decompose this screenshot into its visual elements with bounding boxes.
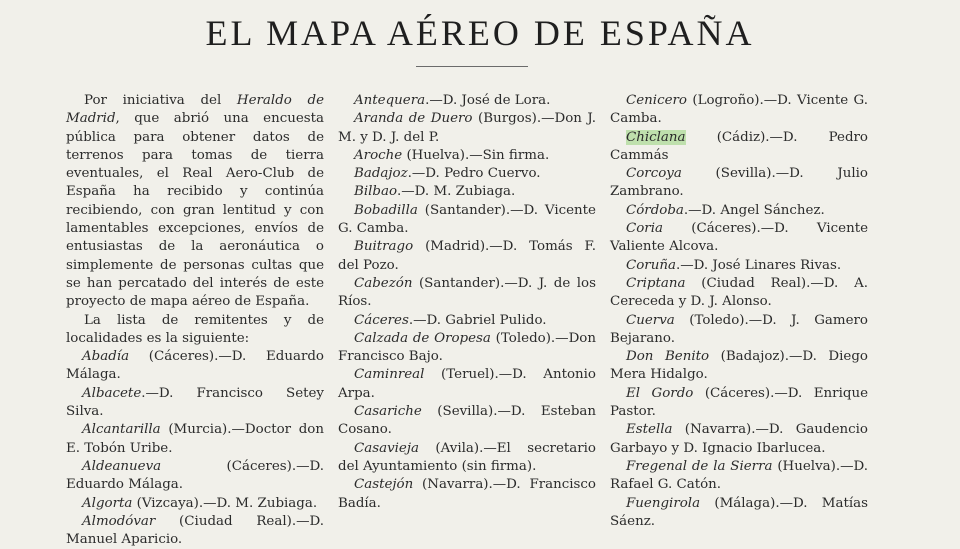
entry-text: (Ciudad Real).—D. Manuel Aparicio. [66, 513, 324, 548]
place-name: Badajoz [354, 166, 408, 182]
entry-text: (Navarra).—D. Francisco Badía. [338, 477, 596, 511]
list-item [338, 275, 596, 312]
entry-text: .—D. Pedro Cuervo. [407, 166, 541, 182]
list-item [338, 403, 596, 440]
list-item [66, 421, 324, 458]
entry-text: .—D. José Linares Rivas. [675, 257, 842, 273]
entry-text: (Toledo).—Don Francisco Bajo. [338, 330, 596, 365]
list-item [338, 312, 596, 330]
entry-text: (Huelva).—D. Rafael G. Catón. [610, 458, 868, 493]
place-name: El Gordo [626, 385, 694, 401]
place-name: Estella [626, 422, 673, 438]
list-item [610, 165, 868, 202]
newspaper-name: Heraldo de Madrid [66, 93, 324, 127]
place-name: Castejón [354, 477, 414, 493]
entry-text: (Murcia).—Doctor don E. Tobón Uribe. [66, 422, 324, 456]
list-item [610, 129, 868, 166]
place-name: Aroche [354, 147, 403, 163]
list-item [610, 458, 868, 495]
list-item [610, 421, 868, 458]
list-item [610, 348, 868, 385]
list-item [338, 476, 596, 513]
entry-text: (Santander).—D. Vicente G. Camba. [338, 202, 596, 237]
entry-text: (Huelva).—Sin firma. [402, 147, 550, 163]
list-item [66, 513, 324, 549]
entry-text: (Avila).—El secretario del Ayuntamiento (sin firma). [338, 440, 596, 474]
list-intro: La lista de remitentes y de localidades es la siguiente: [66, 312, 324, 346]
entry-text: (Navarra).—D. Gaudencio Garbayo y D. Ignacio Ibarlucea. [610, 422, 868, 456]
place-name: Buitrago [354, 239, 414, 255]
list-item [338, 238, 596, 275]
list-item [610, 202, 868, 220]
place-name: Cáceres [354, 312, 409, 328]
entry-text: .—D. M. Zubiaga. [397, 184, 516, 200]
entry-text: (Burgos).—Don J. M. y D. J. del P. [338, 111, 596, 145]
place-name: Fuengirola [626, 495, 701, 511]
place-name: Casariche [354, 404, 422, 420]
place-name: Coria [626, 221, 663, 237]
column-1 [66, 92, 324, 549]
entry-text: (Málaga).—D. Matías Sáenz. [610, 495, 868, 529]
entry-text: (Badajoz).—D. Diego Mera Hidalgo. [610, 349, 868, 383]
list-item [610, 275, 868, 312]
place-name: Antequera [354, 93, 426, 108]
list-item [610, 385, 868, 422]
list-item [338, 92, 596, 110]
entry-text: (Santander).—D. J. de los Ríos. [338, 275, 596, 310]
place-name: Cabezón [354, 275, 413, 291]
entry-text: (Sevilla).—D. Esteban Cosano. [338, 404, 596, 438]
list-item [610, 92, 868, 129]
place-name: Bobadilla [354, 202, 418, 218]
column-2 [338, 92, 596, 513]
list-item [610, 257, 868, 275]
page-title: EL MAPA AÉREO DE ESPAÑA [205, 13, 755, 53]
list-item [338, 147, 596, 165]
list-item [610, 220, 868, 257]
title-rule [416, 66, 528, 67]
entry-text: (Cáceres).—D. Eduardo Málaga. [66, 458, 324, 493]
place-name: Cenicero [626, 93, 687, 108]
place-name: Casavieja [354, 440, 419, 456]
list-item [338, 165, 596, 183]
intro-paragraph [66, 92, 324, 312]
place-name: Algorta [82, 495, 133, 511]
place-name: Alcantarilla [82, 422, 161, 438]
entry-text: (Cádiz).—D. Pedro Cammás [610, 129, 868, 163]
entry-text: (Cáceres).—D. Vicente Valiente Alcova. [610, 221, 868, 255]
place-name: Aranda de Duero [354, 111, 473, 127]
list-item [610, 495, 868, 532]
list-item [338, 183, 596, 201]
list-item [610, 312, 868, 349]
intro-text-after: , que abrió una encuesta pública para obtener datos de terrenos para tomas de tierra eventuales, el Real Aero-Club de España ha recibido y continúa recibiendo, con gran lentitud y con lamentables excepciones, envíos de entusiastas de la aeronáutica o simplemente de personas cultas que se han percatado del interés de este proyecto de mapa aéreo de España. [66, 111, 324, 310]
list-item [66, 495, 324, 513]
place-name: Almodóvar [82, 513, 156, 529]
entry-text: .—D. Angel Sánchez. [683, 202, 825, 218]
place-name: Corcoya [626, 166, 682, 182]
entry-text: (Cáceres).—D. Enrique Pastor. [610, 385, 868, 420]
column-3 [610, 92, 868, 531]
place-name: Abadía [82, 349, 130, 365]
entry-text: (Madrid).—D. Tomás F. del Pozo. [338, 239, 596, 273]
list-item [338, 202, 596, 239]
intro-text-before: Por iniciativa del [84, 93, 237, 108]
entry-list-col3 [610, 92, 868, 531]
place-name: Caminreal [354, 367, 425, 383]
place-name: Fregenal de la Sierra [626, 458, 773, 474]
list-item [338, 366, 596, 403]
list-item [66, 385, 324, 422]
list-item [338, 440, 596, 477]
list-item [66, 348, 324, 385]
entry-text: (Sevilla).—D. Julio Zambrano. [610, 166, 868, 200]
entry-text: .—D. Francisco Setey Silva. [66, 385, 324, 420]
place-name: Bilbao [354, 184, 398, 200]
place-name: Calzada de Oropesa [354, 330, 491, 346]
place-name: Criptana [626, 275, 686, 291]
entry-text: (Teruel).—D. Antonio Arpa. [338, 367, 596, 401]
entry-text: (Cáceres).—D. Eduardo Málaga. [66, 349, 324, 383]
entry-text: .—D. Gabriel Pulido. [408, 312, 547, 328]
list-item [338, 110, 596, 147]
entry-text: (Toledo).—D. J. Gamero Bejarano. [610, 312, 868, 346]
entry-text: (Logroño).—D. Vicente G. Camba. [610, 93, 868, 127]
place-name: Don Benito [626, 349, 710, 365]
place-name: Chiclana [626, 129, 686, 145]
list-item [338, 330, 596, 367]
entry-list-col2 [338, 92, 596, 513]
list-item [66, 458, 324, 495]
entry-text: .—D. José de Lora. [425, 93, 551, 108]
place-name: Córdoba [626, 202, 684, 218]
place-name: Cuerva [626, 312, 675, 328]
entry-list-col1 [66, 348, 324, 549]
place-name: Aldeanueva [82, 458, 162, 474]
place-name: Albacete [82, 385, 142, 401]
place-name: Coruña [626, 257, 676, 273]
entry-text: (Vizcaya).—D. M. Zubiaga. [132, 495, 318, 511]
entry-text: (Ciudad Real).—D. A. Cereceda y D. J. Alonso. [610, 275, 868, 310]
